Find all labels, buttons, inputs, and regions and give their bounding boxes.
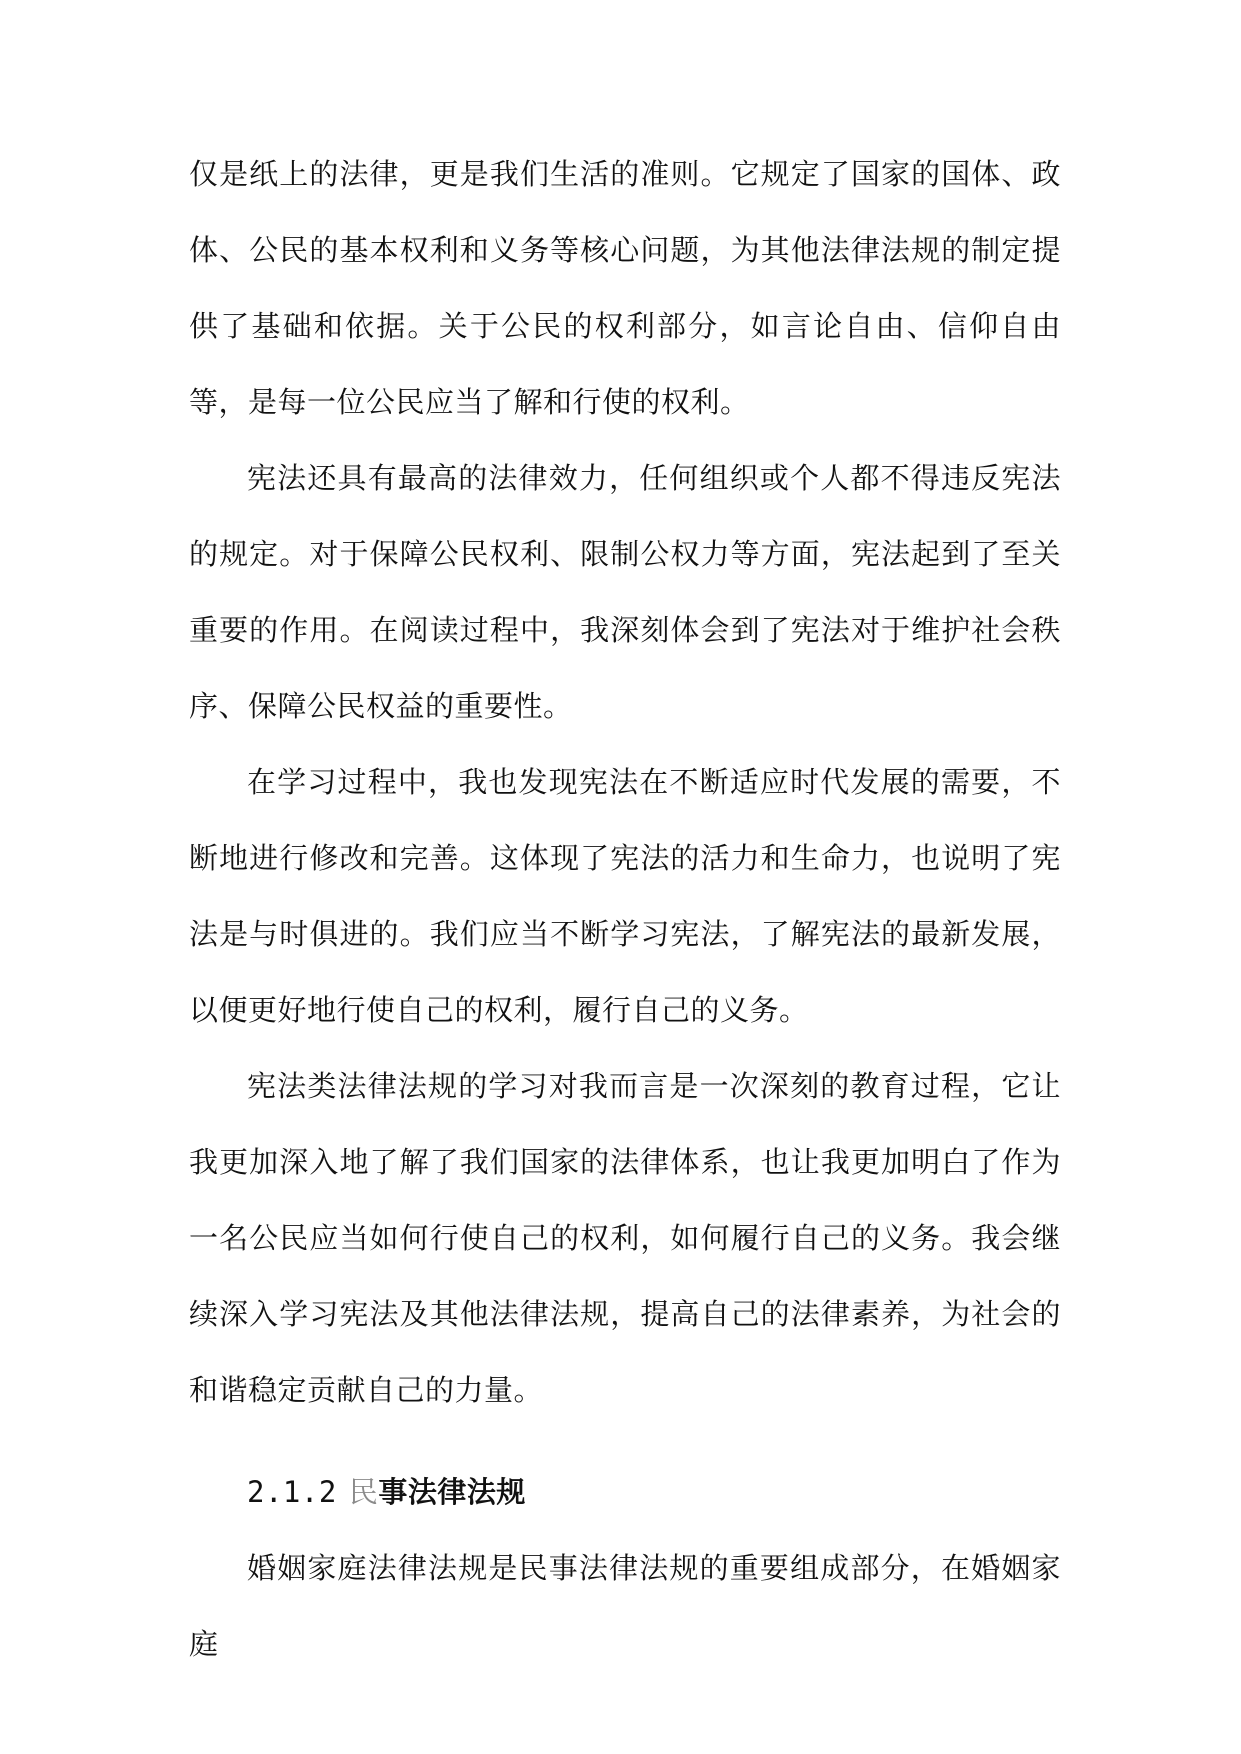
document-body [189,136,1061,1682]
paragraph-marriage-family-law: 婚姻家庭法律法规是民事法律法规的重要组成部分，在婚姻家庭 [189,1551,1061,1661]
paragraph-constitution-summary: 宪法类法律法规的学习对我而言是一次深刻的教育过程，它让我更加深入地了解了我们国家的法律体系，也让我更加明白了作为一名公民应当如何行使自己的权利，如何履行自己的义务。我会继续深入学习宪法及其他法律法规，提高自己的法律素养，为社会的和谐稳定贡献自己的力量。 [189,1069,1061,1407]
paragraph-constitution-effect: 宪法还具有最高的法律效力，任何组织或个人都不得违反宪法的规定。对于保障公民权利、限制公权力等方面，宪法起到了至关重要的作用。在阅读过程中，我深刻体会到了宪法对于维护社会秩序、保障公民权益的重要性。 [189,461,1061,723]
section-title-first-char: 民 [348,1475,379,1509]
section-title-rest: 事法律法规 [378,1475,526,1509]
section-number: 2.1.2 [247,1475,337,1509]
section-heading-civil-law [189,1454,1061,1530]
paragraph-constitution-amendment: 在学习过程中，我也发现宪法在不断适应时代发展的需要，不断地进行修改和完善。这体现了宪法的活力和生命力，也说明了宪法是与时俱进的。我们应当不断学习宪法，了解宪法的最新发展，以便更好地行使自己的权利，履行自己的义务。 [189,765,1061,1027]
paragraph-constitution-intro: 仅是纸上的法律，更是我们生活的准则。它规定了国家的国体、政体、公民的基本权利和义务等核心问题，为其他法律法规的制定提供了基础和依据。关于公民的权利部分，如言论自由、信仰自由等，是每一位公民应当了解和行使的权利。 [189,157,1061,419]
